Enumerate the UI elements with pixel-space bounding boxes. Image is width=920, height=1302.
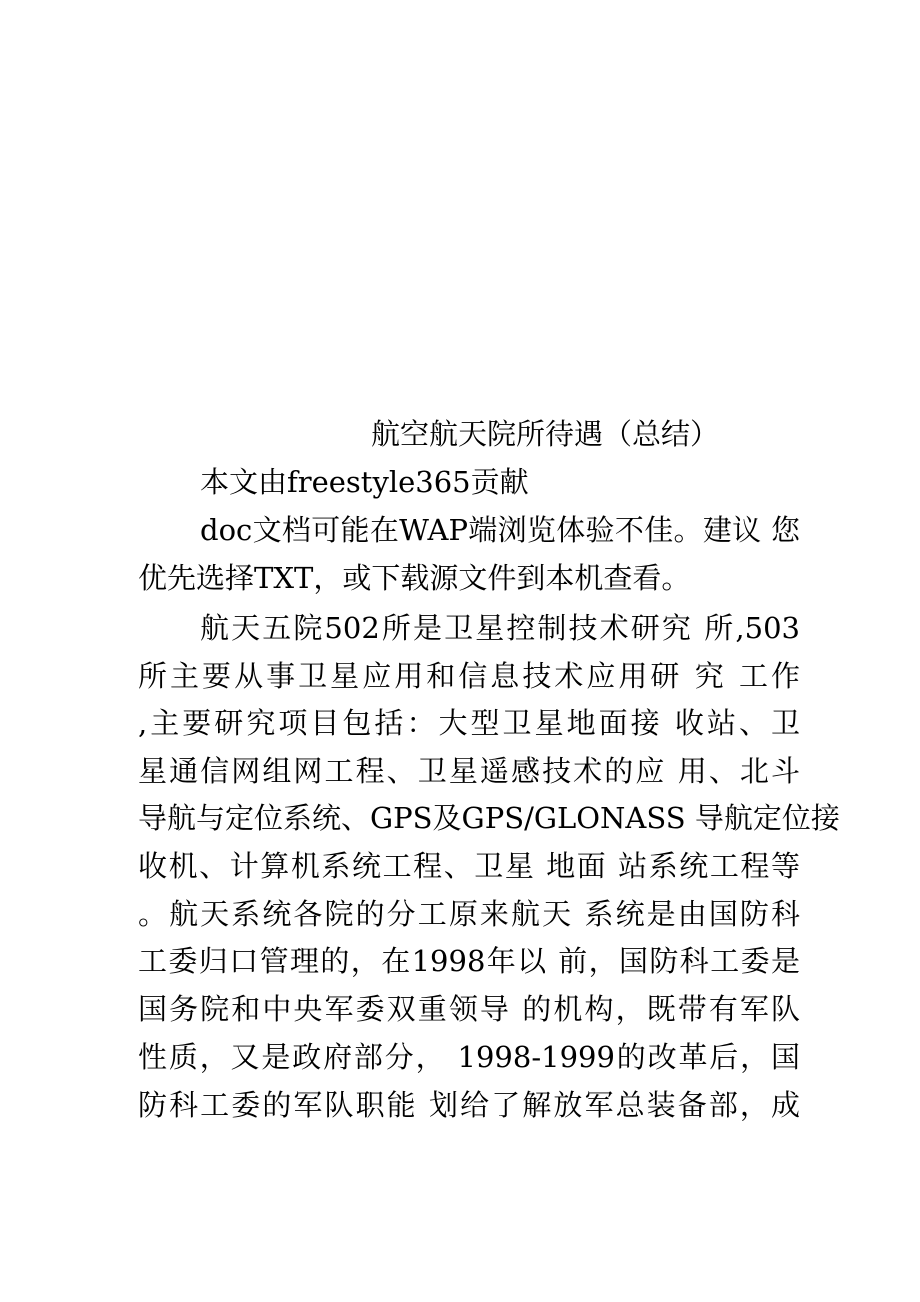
body-line: 工委归口管理的，在1998年以 前，国防科工委是 [138,944,800,978]
notice-line: doc文档可能在WAP端浏览体验不佳。建议 您 [200,513,800,547]
body-line: 航天五院502所是卫星控制技术研究 所,503 [200,611,800,645]
body-line: 防科工委的军队职能 划给了解放军总装备部，成 [138,1088,800,1122]
contributor-line: 本文由freestyle365贡献 [200,465,529,499]
body-line: 。航天系统各院的分工原来航天 系统是由国防科 [138,897,800,931]
body-line: 收机、计算机系统工程、卫星 地面 站系统工程等 [138,849,800,883]
body-line: 所主要从事卫星应用和信息技术应用研 究 工作 [138,659,800,693]
body-line: 导航与定位系统、GPS及GPS/GLONASS 导航定位接 [138,801,840,835]
body-line: 国务院和中央军委双重领导 的机构，既带有军队 [138,992,800,1026]
notice-line: 优先选择TXT，或下载源文件到本机查看。 [138,561,691,595]
body-line: 星通信网组网工程、卫星遥感技术的应 用、北斗 [138,754,800,788]
body-line: ,主要研究项目包括：大型卫星地面接 收站、卫 [138,706,800,740]
body-line: 性质，又是政府部分， 1998-1999的改革后，国 [138,1040,800,1074]
document-title: 航空航天院所待遇（总结） [370,417,719,451]
